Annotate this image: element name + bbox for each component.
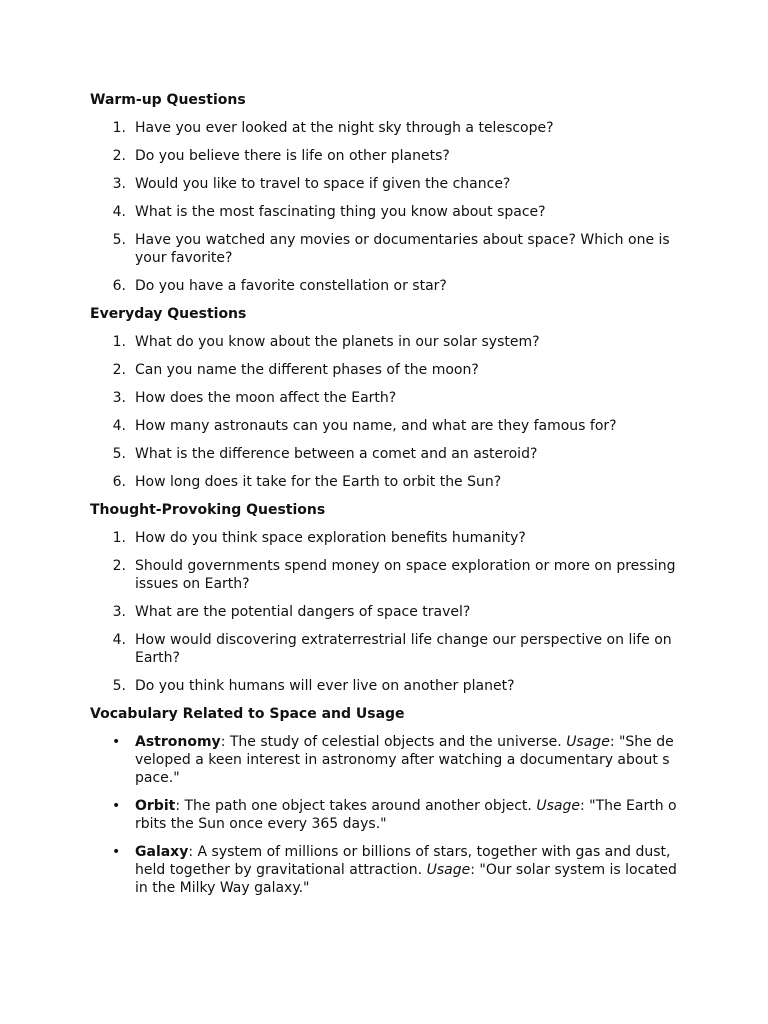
question-item: 5. Do you think humans will ever live on another planet?: [112, 678, 515, 694]
question-item: 1. How do you think space exploration benefits humanity?: [112, 530, 526, 546]
question-item: 3. How does the moon affect the Earth?: [112, 390, 397, 406]
usage-label: Usage: [426, 862, 471, 878]
thought-provoking-question-list: [90, 529, 678, 695]
vocabulary-term: Astronomy: [135, 734, 221, 750]
vocabulary-list: [90, 733, 678, 897]
section-heading-warm-up: Warm-up Questions: [90, 92, 246, 108]
question-item: 4. What is the most fascinating thing you know about space?: [112, 204, 546, 220]
question-item: 4. How would discovering extraterrestrial life change our perspective on life on Earth?: [112, 632, 672, 666]
vocabulary-item: • Astronomy: The study of celestial objects and the universe. Usage: "She developed a keen interest in astronomy after watching a documentary about space.": [112, 734, 674, 786]
vocabulary-term: Galaxy: [135, 844, 189, 860]
bullet-icon: •: [112, 734, 121, 750]
question-item: 2. Should governments spend money on space exploration or more on pressing issues on Earth?: [112, 558, 676, 592]
everyday-question-list: [90, 333, 678, 491]
question-item: 3. What are the potential dangers of space travel?: [112, 604, 471, 620]
vocabulary-usage: "She developed a keen interest in astronomy after watching a documentary about space.": [135, 734, 674, 786]
vocabulary-item: • Orbit: The path one object takes around another object. Usage: "The Earth orbits the Sun once every 365 days.": [112, 798, 677, 832]
vocabulary-usage: "The Earth orbits the Sun once every 365 days.": [135, 798, 677, 832]
question-item: 1. Have you ever looked at the night sky through a telescope?: [112, 120, 554, 136]
vocabulary-term: Orbit: [135, 798, 176, 814]
section-heading-vocabulary: Vocabulary Related to Space and Usage: [90, 706, 405, 722]
vocabulary-definition: The study of celestial objects and the universe.: [229, 734, 562, 750]
vocabulary-definition: The path one object takes around another object.: [184, 798, 532, 814]
usage-label: Usage: [566, 734, 610, 750]
section-heading-everyday: Everyday Questions: [90, 306, 247, 322]
question-item: 1. What do you know about the planets in our solar system?: [112, 334, 540, 350]
bullet-icon: •: [112, 798, 121, 814]
question-item: 3. Would you like to travel to space if given the chance?: [112, 176, 511, 192]
question-item: 6. How long does it take for the Earth to orbit the Sun?: [112, 474, 502, 490]
question-item: 2. Can you name the different phases of the moon?: [112, 362, 479, 378]
usage-label: Usage: [536, 798, 580, 814]
bullet-icon: •: [112, 844, 121, 860]
question-item: 5. What is the difference between a comet and an asteroid?: [112, 446, 538, 462]
section-heading-thought-provoking: Thought-Provoking Questions: [90, 502, 326, 518]
warm-up-question-list: [90, 119, 678, 295]
question-item: 5. Have you watched any movies or documentaries about space? Which one is your favorite?: [112, 232, 670, 266]
vocabulary-item: • Galaxy: A system of millions or billions of stars, together with gas and dust, held together by gravitational attraction. Usage: "Our solar system is located in the Milky Way galaxy.": [112, 844, 677, 896]
question-item: 4. How many astronauts can you name, and what are they famous for?: [112, 418, 617, 434]
question-item: 6. Do you have a favorite constellation or star?: [112, 278, 447, 294]
question-item: 2. Do you believe there is life on other planets?: [112, 148, 450, 164]
vocabulary-definition: A system of millions or billions of stars, together with gas and dust, held together by gravitational attraction.: [135, 844, 671, 878]
vocabulary-usage: "Our solar system is located in the Milky Way galaxy.": [135, 862, 677, 896]
